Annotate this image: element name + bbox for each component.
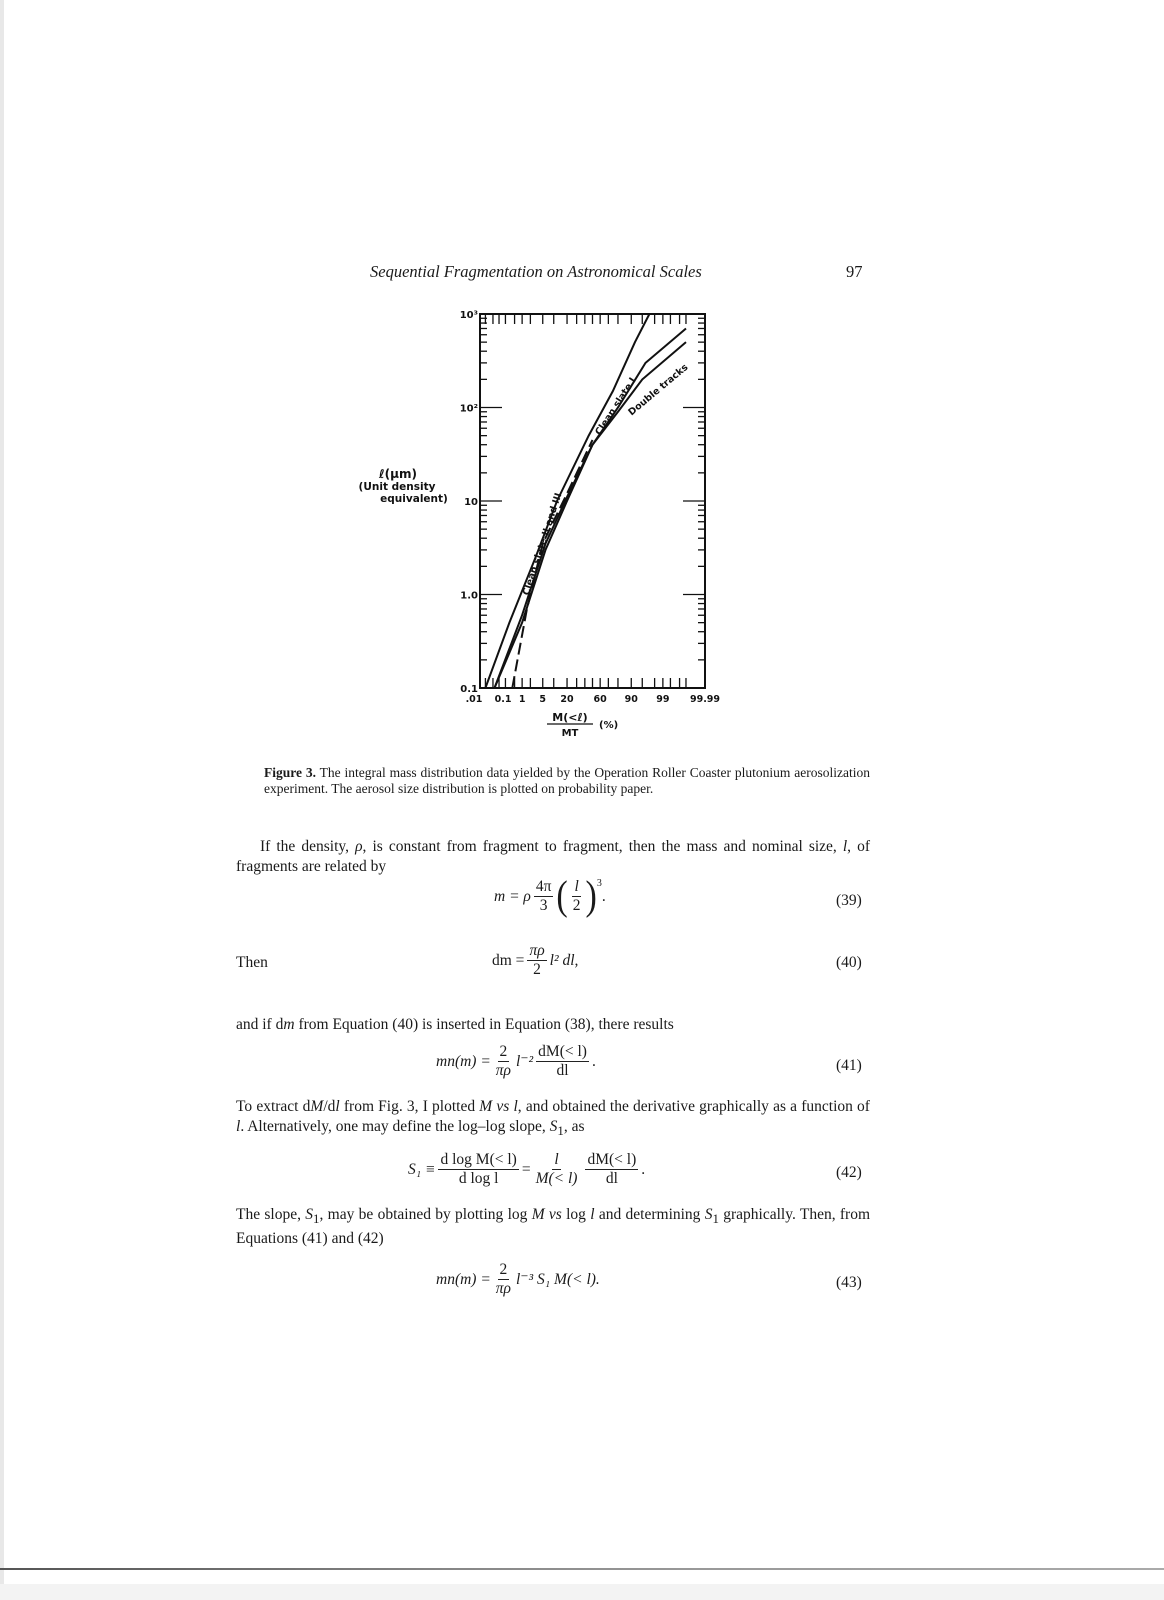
text: , as bbox=[563, 1118, 585, 1135]
fraction bbox=[534, 1151, 580, 1188]
eq-lhs: S₁ ≡ bbox=[408, 1160, 436, 1178]
denominator: d log l bbox=[458, 1170, 499, 1187]
fraction bbox=[536, 1043, 589, 1080]
caption-label: Figure 3. bbox=[264, 765, 316, 780]
equation-number: (40) bbox=[836, 954, 862, 971]
y-axis-label-line: equivalent) bbox=[380, 493, 448, 505]
eq-rest: l² dl, bbox=[549, 951, 579, 969]
equation-number: (39) bbox=[836, 892, 862, 909]
fraction bbox=[571, 878, 583, 915]
y-tick-label: 10 bbox=[464, 497, 478, 508]
x-tick-label: 60 bbox=[593, 694, 607, 705]
fraction bbox=[494, 1043, 513, 1080]
equation-43 bbox=[436, 1261, 600, 1298]
numerator: 2 bbox=[499, 1261, 508, 1278]
y-axis-label-line: ℓ(μm) bbox=[379, 467, 417, 481]
then-text: Then bbox=[236, 954, 268, 971]
curve-annotation: Double tracks bbox=[626, 362, 691, 419]
text: . Alternatively, one may define the log–log slope, bbox=[240, 1118, 550, 1135]
text: , may be obtained by plotting log bbox=[319, 1206, 528, 1223]
x-axis-label-numerator: M(<ℓ) bbox=[552, 711, 588, 724]
l: l bbox=[842, 838, 848, 855]
period: . bbox=[641, 1160, 646, 1178]
S: S bbox=[305, 1206, 314, 1223]
curve-annotation: Clean slate II and III bbox=[520, 491, 565, 597]
equation-number: (43) bbox=[836, 1274, 862, 1291]
subscript: 1 bbox=[313, 1211, 320, 1227]
eq-rest: l⁻³ S₁ M(< l). bbox=[516, 1271, 600, 1288]
rho: ρ bbox=[355, 838, 363, 855]
equation-42 bbox=[408, 1151, 645, 1188]
l: l bbox=[590, 1206, 595, 1223]
paren: ( bbox=[556, 873, 568, 919]
numerator: l bbox=[574, 878, 579, 895]
text: and if d bbox=[236, 1016, 284, 1033]
eq-lhs: mn(m) = bbox=[436, 1270, 491, 1288]
text: , of fragments are related by bbox=[236, 838, 870, 875]
fraction bbox=[585, 1151, 638, 1188]
text: /d bbox=[323, 1098, 336, 1115]
eq-lhs: dm = bbox=[492, 951, 525, 969]
denominator: M(< l) bbox=[535, 1170, 578, 1187]
numerator: 4π bbox=[535, 878, 552, 895]
x-tick-label: 20 bbox=[560, 694, 574, 705]
x-tick-label: 99.99 bbox=[689, 694, 721, 705]
running-title: Sequential Fragmentation on Astronomical Scales bbox=[370, 262, 702, 281]
text: log bbox=[566, 1206, 586, 1223]
M-vs: M vs bbox=[531, 1206, 567, 1223]
numerator: d log M(< l) bbox=[440, 1151, 517, 1168]
y-tick-label: 10² bbox=[459, 403, 478, 415]
denominator: πρ bbox=[495, 1280, 512, 1297]
text: from Fig. 3, I plotted bbox=[339, 1098, 480, 1115]
fraction bbox=[534, 878, 554, 915]
y-axis-label-line: (Unit density bbox=[358, 481, 436, 493]
eq-lhs: mn(m) = bbox=[436, 1052, 491, 1070]
text: If the density, bbox=[260, 838, 356, 855]
plot-frame bbox=[480, 314, 705, 688]
equation-number: (41) bbox=[836, 1057, 862, 1074]
numerator: 2 bbox=[499, 1043, 508, 1060]
fraction bbox=[438, 1151, 518, 1188]
eq-mid: l⁻² bbox=[516, 1053, 534, 1070]
x-axis-label-unit: (%) bbox=[599, 720, 619, 731]
text: and determining bbox=[594, 1206, 705, 1223]
scan-fold-line bbox=[0, 1568, 1164, 1570]
y-tick-label: 1.0 bbox=[460, 590, 478, 602]
fraction bbox=[527, 942, 546, 979]
equation-39 bbox=[494, 873, 606, 919]
y-tick-label: 0.1 bbox=[460, 684, 478, 695]
eq-lhs: m = ρ bbox=[494, 887, 531, 905]
equation-40 bbox=[492, 942, 578, 979]
numerator: πρ bbox=[529, 942, 545, 959]
text: from Equation (40) is inserted in Equation (38), there results bbox=[294, 1016, 674, 1033]
M: M bbox=[310, 1098, 324, 1115]
numerator: dM(< l) bbox=[538, 1043, 587, 1060]
numerator: l bbox=[554, 1151, 559, 1168]
denominator: 2 bbox=[572, 897, 581, 914]
denominator: dl bbox=[605, 1170, 618, 1187]
x-tick-label: 5 bbox=[539, 694, 547, 705]
fraction bbox=[494, 1261, 513, 1298]
paragraph-extract bbox=[236, 1097, 870, 1141]
M-vs-l: M vs l bbox=[479, 1098, 518, 1115]
exponent: 3 bbox=[596, 878, 602, 889]
paragraph-density bbox=[236, 837, 870, 877]
equals: = bbox=[521, 1160, 531, 1178]
denominator: 2 bbox=[533, 961, 541, 978]
equation-41 bbox=[436, 1043, 596, 1080]
S: S bbox=[704, 1206, 713, 1223]
x-tick-label: 1 bbox=[518, 694, 526, 705]
m: m bbox=[283, 1016, 295, 1033]
l: l bbox=[335, 1098, 340, 1115]
figure-caption bbox=[264, 765, 870, 797]
text: To extract d bbox=[236, 1098, 311, 1115]
denominator: 3 bbox=[539, 897, 548, 914]
paragraph-insert bbox=[236, 1015, 870, 1035]
text: The slope, bbox=[236, 1206, 306, 1223]
y-tick-label: 10³ bbox=[459, 310, 478, 321]
series-line-clean-slate-ii-and-iii-dashed- bbox=[512, 440, 592, 688]
denominator: πρ bbox=[495, 1062, 512, 1079]
S: S bbox=[549, 1118, 558, 1135]
paragraph-slope bbox=[236, 1205, 870, 1249]
scan-edge bbox=[0, 0, 4, 1600]
scan-bottom-strip bbox=[0, 1584, 1164, 1600]
text: , is constant from fragment to fragment, then the mass and nominal size, bbox=[362, 838, 843, 855]
period: . bbox=[601, 887, 606, 905]
x-tick-label: 99 bbox=[656, 694, 670, 705]
caption-text: The integral mass distribution data yielded by the Operation Roller Coaster plutonium aerosolization experiment. The aerosol size distribution is plotted on probability paper. bbox=[264, 765, 870, 796]
l: l bbox=[236, 1118, 241, 1135]
x-axis-label-denominator: MT bbox=[561, 728, 579, 739]
period: . bbox=[591, 1052, 596, 1070]
x-tick-label: 0.1 bbox=[494, 694, 512, 705]
paren: ) bbox=[585, 873, 597, 919]
text: , and obtained the derivative graphically as a function of bbox=[517, 1098, 870, 1115]
subscript: 1 bbox=[557, 1123, 564, 1139]
page-number: 97 bbox=[846, 262, 863, 281]
x-tick-label: 90 bbox=[624, 694, 638, 705]
denominator: dl bbox=[556, 1062, 569, 1079]
equation-number: (42) bbox=[836, 1164, 862, 1181]
numerator: dM(< l) bbox=[587, 1151, 637, 1168]
x-tick-label: .01 bbox=[465, 694, 483, 705]
curve-annotation: Clean slate I bbox=[593, 375, 639, 438]
subscript: 1 bbox=[712, 1211, 719, 1227]
text: graphically. Then, from Equations (41) and (42) bbox=[236, 1206, 871, 1248]
figure-3-chart bbox=[340, 300, 740, 750]
